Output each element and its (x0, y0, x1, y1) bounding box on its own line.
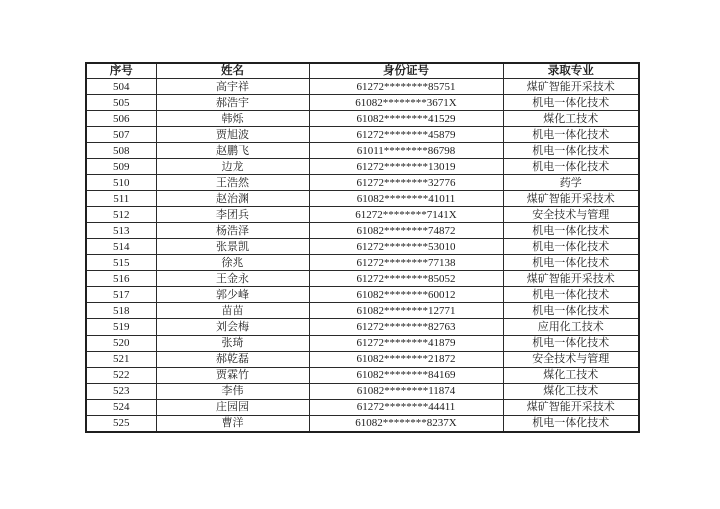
major-cell: 煤矿智能开采技术 (503, 191, 639, 207)
id-number-cell: 61082********21872 (309, 351, 503, 367)
admission-list-table (85, 62, 640, 433)
serial-cell: 519 (86, 319, 156, 335)
name-cell: 贾旭波 (156, 127, 309, 143)
serial-cell: 514 (86, 239, 156, 255)
table-row (86, 383, 639, 399)
major-cell: 煤矿智能开采技术 (503, 399, 639, 415)
table-row (86, 175, 639, 191)
name-cell: 赵鹏飞 (156, 143, 309, 159)
table-row (86, 415, 639, 432)
id-number-cell: 61272********77138 (309, 255, 503, 271)
name-cell: 曹洋 (156, 415, 309, 432)
name-cell: 王浩然 (156, 175, 309, 191)
serial-cell: 515 (86, 255, 156, 271)
table-row (86, 255, 639, 271)
serial-cell: 517 (86, 287, 156, 303)
id-number-cell: 61272********13019 (309, 159, 503, 175)
id-number-cell: 61082********8237X (309, 415, 503, 432)
id-number-cell: 61272********82763 (309, 319, 503, 335)
major-cell: 机电一体化技术 (503, 239, 639, 255)
table-row (86, 111, 639, 127)
major-cell: 机电一体化技术 (503, 255, 639, 271)
column-header-name: 姓名 (156, 63, 309, 79)
serial-cell: 516 (86, 271, 156, 287)
major-cell: 安全技术与管理 (503, 351, 639, 367)
id-number-cell: 61272********85052 (309, 271, 503, 287)
id-number-cell: 61082********3671X (309, 95, 503, 111)
name-cell: 李伟 (156, 383, 309, 399)
name-cell: 苗苗 (156, 303, 309, 319)
major-cell: 煤化工技术 (503, 383, 639, 399)
serial-cell: 507 (86, 127, 156, 143)
major-cell: 药学 (503, 175, 639, 191)
header-row (86, 63, 639, 79)
table-row (86, 367, 639, 383)
major-cell: 机电一体化技术 (503, 335, 639, 351)
serial-cell: 511 (86, 191, 156, 207)
name-cell: 李团兵 (156, 207, 309, 223)
table-row (86, 191, 639, 207)
column-header-serial: 序号 (86, 63, 156, 79)
serial-cell: 509 (86, 159, 156, 175)
table-row (86, 399, 639, 415)
column-header-id-number: 身份证号 (309, 63, 503, 79)
id-number-cell: 61272********41879 (309, 335, 503, 351)
name-cell: 张琦 (156, 335, 309, 351)
serial-cell: 518 (86, 303, 156, 319)
table-row (86, 351, 639, 367)
id-number-cell: 61272********45879 (309, 127, 503, 143)
major-cell: 机电一体化技术 (503, 415, 639, 432)
major-cell: 应用化工技术 (503, 319, 639, 335)
id-number-cell: 61082********41011 (309, 191, 503, 207)
name-cell: 郝浩宇 (156, 95, 309, 111)
table-row (86, 223, 639, 239)
name-cell: 高宇祥 (156, 79, 309, 95)
table-row (86, 127, 639, 143)
name-cell: 贾霖竹 (156, 367, 309, 383)
name-cell: 边龙 (156, 159, 309, 175)
serial-cell: 521 (86, 351, 156, 367)
major-cell: 煤矿智能开采技术 (503, 271, 639, 287)
id-number-cell: 61272********7141X (309, 207, 503, 223)
table-row (86, 207, 639, 223)
id-number-cell: 61082********60012 (309, 287, 503, 303)
name-cell: 庄园园 (156, 399, 309, 415)
name-cell: 韩烁 (156, 111, 309, 127)
major-cell: 煤矿智能开采技术 (503, 79, 639, 95)
major-cell: 机电一体化技术 (503, 143, 639, 159)
id-number-cell: 61272********32776 (309, 175, 503, 191)
serial-cell: 506 (86, 111, 156, 127)
major-cell: 机电一体化技术 (503, 127, 639, 143)
serial-cell: 513 (86, 223, 156, 239)
name-cell: 王金永 (156, 271, 309, 287)
serial-cell: 504 (86, 79, 156, 95)
table-header (86, 63, 639, 79)
id-number-cell: 61272********85751 (309, 79, 503, 95)
major-cell: 安全技术与管理 (503, 207, 639, 223)
serial-cell: 524 (86, 399, 156, 415)
major-cell: 机电一体化技术 (503, 303, 639, 319)
name-cell: 刘会梅 (156, 319, 309, 335)
name-cell: 张景凯 (156, 239, 309, 255)
serial-cell: 510 (86, 175, 156, 191)
table-row (86, 95, 639, 111)
name-cell: 郝乾磊 (156, 351, 309, 367)
serial-cell: 525 (86, 415, 156, 432)
id-number-cell: 61272********44411 (309, 399, 503, 415)
serial-cell: 520 (86, 335, 156, 351)
id-number-cell: 61011********86798 (309, 143, 503, 159)
table-row (86, 159, 639, 175)
major-cell: 煤化工技术 (503, 111, 639, 127)
major-cell: 机电一体化技术 (503, 223, 639, 239)
id-number-cell: 61082********84169 (309, 367, 503, 383)
table-row (86, 319, 639, 335)
table-body (86, 79, 639, 433)
major-cell: 机电一体化技术 (503, 95, 639, 111)
table-row (86, 335, 639, 351)
id-number-cell: 61082********11874 (309, 383, 503, 399)
table-row (86, 79, 639, 95)
id-number-cell: 61272********53010 (309, 239, 503, 255)
name-cell: 徐兆 (156, 255, 309, 271)
table-row (86, 287, 639, 303)
table-row (86, 143, 639, 159)
major-cell: 煤化工技术 (503, 367, 639, 383)
serial-cell: 512 (86, 207, 156, 223)
serial-cell: 508 (86, 143, 156, 159)
table-row (86, 303, 639, 319)
serial-cell: 522 (86, 367, 156, 383)
table-row (86, 271, 639, 287)
id-number-cell: 61082********12771 (309, 303, 503, 319)
name-cell: 杨浩泽 (156, 223, 309, 239)
name-cell: 郭少峰 (156, 287, 309, 303)
serial-cell: 505 (86, 95, 156, 111)
id-number-cell: 61082********41529 (309, 111, 503, 127)
id-number-cell: 61082********74872 (309, 223, 503, 239)
column-header-major: 录取专业 (503, 63, 639, 79)
table-row (86, 239, 639, 255)
serial-cell: 523 (86, 383, 156, 399)
major-cell: 机电一体化技术 (503, 287, 639, 303)
major-cell: 机电一体化技术 (503, 159, 639, 175)
name-cell: 赵治渊 (156, 191, 309, 207)
